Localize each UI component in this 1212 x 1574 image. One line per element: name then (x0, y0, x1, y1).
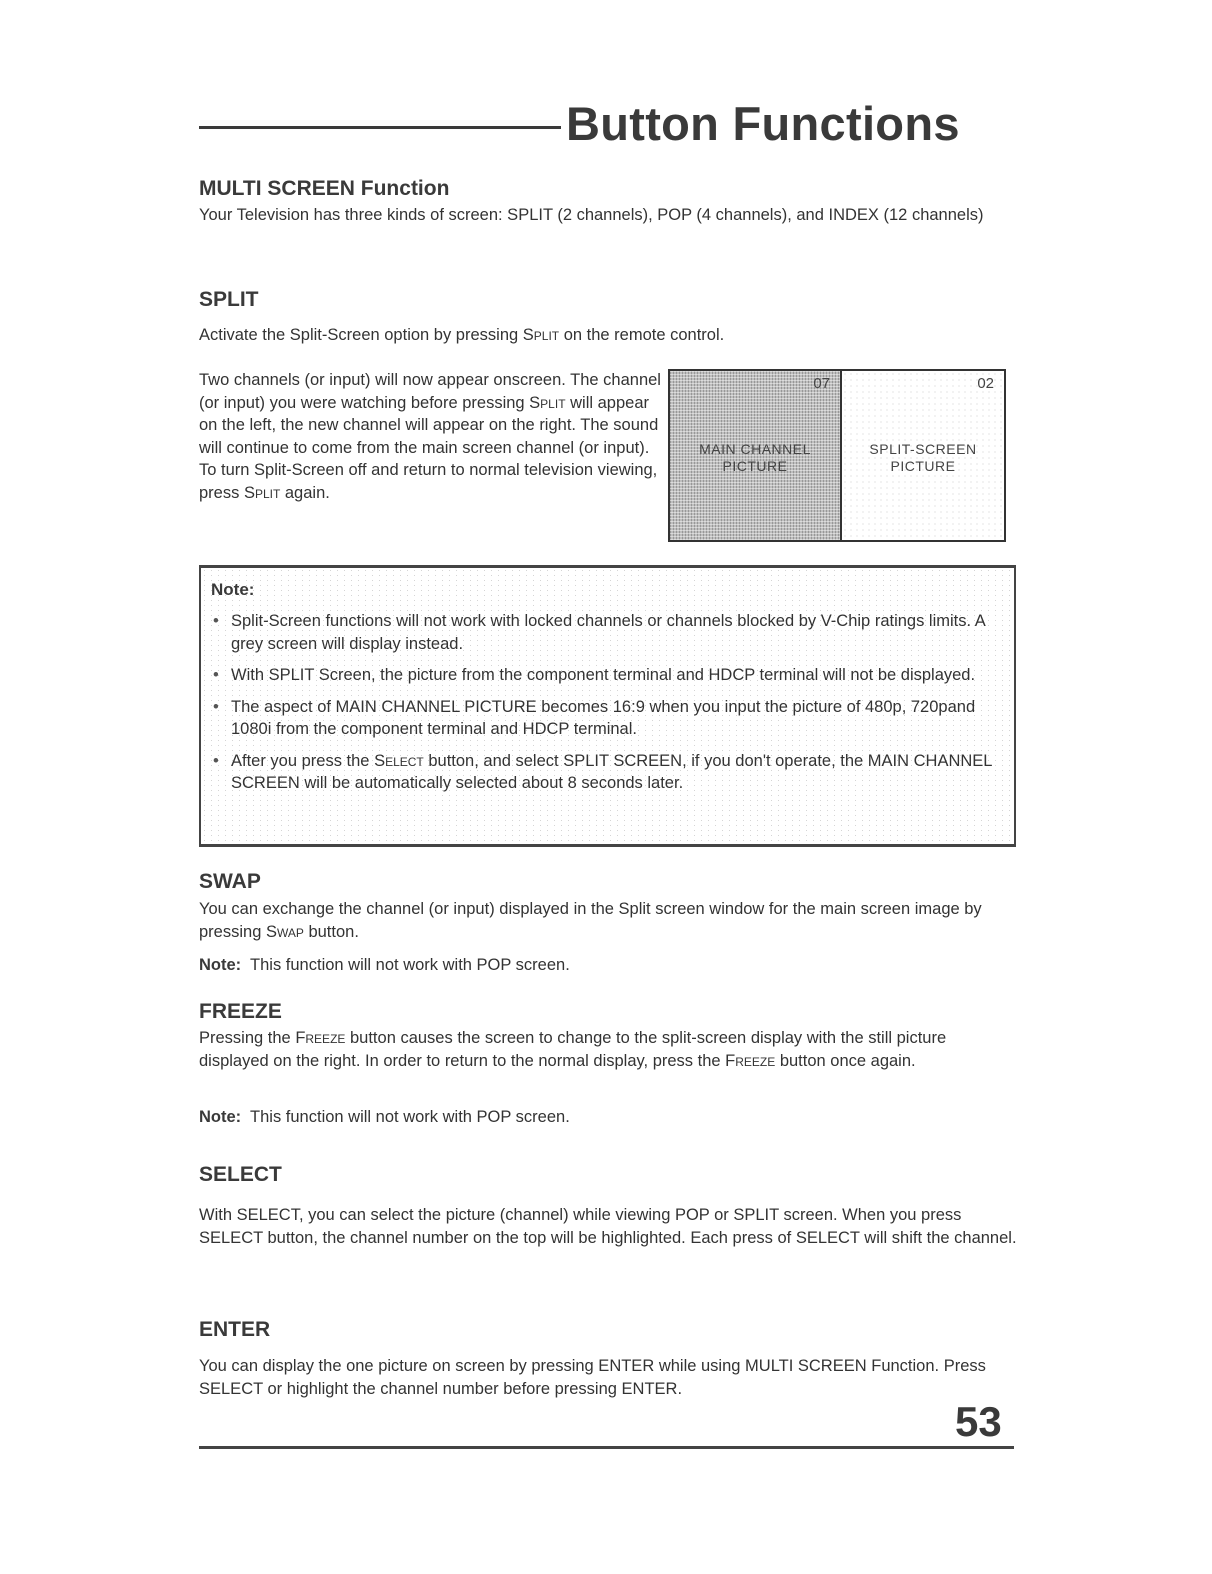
note-item: • The aspect of MAIN CHANNEL PICTURE becomes 16:9 when you input the picture of 480p, 720pand 1080i from the component terminal and HDCP terminal. (211, 696, 1001, 741)
footer-rule (199, 1446, 1014, 1449)
swap-key-label: Swap (265, 922, 304, 941)
multi-screen-heading: MULTI SCREEN Function (199, 177, 450, 200)
split-desc-text: Two channels (or input) will now appear onscreen. The channel (or input) you were watching before pressing (199, 371, 661, 412)
enter-body: You can display the one picture on screen by pressing ENTER while using MULTI SCREEN Function. Press SELECT or highlight the channel number before pressing ENTER. (199, 1357, 986, 1398)
select-key-label: Select (374, 751, 424, 770)
freeze-text: button causes the screen to change to the split-screen display with the still picture displayed on the right. In order to return to the normal display, press the (199, 1029, 947, 1070)
note-item-text: button, and select SPLIT SCREEN, if you don't operate, the MAIN CHANNEL SCREEN will be automatically selected about 8 seconds later. (231, 751, 992, 792)
sub-channel-number: 02 (977, 375, 994, 392)
freeze-text: button once again. (775, 1051, 916, 1070)
swap-text: You can exchange the channel (or input) displayed in the Split screen window for the main screen image by pressing (199, 900, 982, 941)
split-desc-text: will appear on the left, the new channel will appear on the right. The sound will continue to come from the main screen channel (or input). To turn Split-Screen off and return to normal television viewing, press (199, 393, 659, 502)
note-item: • With SPLIT Screen, the picture from the component terminal and HDCP terminal will not be displayed. (211, 664, 1001, 687)
swap-text: button. (303, 922, 359, 941)
note-item: • Split-Screen functions will not work with locked channels or channels blocked by V-Chip ratings limits. A grey screen will display instead. (211, 610, 1001, 655)
freeze-heading: FREEZE (199, 1000, 282, 1023)
freeze-key-label: Freeze (295, 1029, 346, 1047)
note-label: Note: (199, 1108, 242, 1126)
split-intro (199, 324, 899, 347)
note-list (211, 610, 1001, 804)
split-heading: SPLIT (199, 288, 259, 311)
split-key-label: Split (243, 483, 281, 502)
freeze-key-label: Freeze (725, 1051, 776, 1070)
split-intro-text: Activate the Split-Screen option by pressing (199, 326, 523, 344)
note-title: Note: (211, 580, 255, 599)
main-label-line: MAIN CHANNEL (699, 441, 811, 457)
note-item (211, 750, 1001, 795)
note-label: Note: (199, 956, 242, 974)
freeze-note (199, 1106, 570, 1129)
split-screen-picture (842, 371, 1004, 540)
split-key-label: Split (522, 326, 560, 344)
swap-body (199, 898, 1009, 943)
select-body: With SELECT, you can select the picture (channel) while viewing POP or SPLIT screen. When you press SELECT button, the channel number on the top will be highlighted. Each press of SELECT will shift the channel. (199, 1206, 1017, 1247)
split-key-label: Split (529, 393, 566, 412)
enter-heading: ENTER (199, 1318, 271, 1341)
main-channel-label (670, 441, 840, 475)
note-item-text: After you press the (231, 751, 375, 770)
title-rule (199, 126, 561, 129)
page-title: Button Functions (566, 97, 960, 150)
swap-heading: SWAP (199, 870, 261, 893)
split-screen-figure (668, 369, 1006, 542)
page-number: 53 (955, 1398, 1002, 1445)
sub-label-line: PICTURE (890, 458, 956, 474)
note-text: This function will not work with POP screen. (241, 956, 570, 974)
note-text: This function will not work with POP screen. (241, 1108, 570, 1126)
split-screen-label (842, 441, 1004, 475)
main-channel-picture (670, 371, 842, 540)
sub-label-line: SPLIT-SCREEN (869, 441, 977, 457)
freeze-body (199, 1027, 1009, 1072)
main-label-line: PICTURE (722, 458, 788, 474)
split-description (199, 369, 669, 504)
split-desc-text: again. (280, 483, 330, 502)
swap-note (199, 954, 570, 977)
freeze-text: Pressing the (199, 1029, 296, 1047)
select-heading: SELECT (199, 1163, 282, 1186)
main-channel-number: 07 (813, 375, 830, 392)
note-box (199, 565, 1016, 847)
multi-screen-body: Your Television has three kinds of screen: SPLIT (2 channels), POP (4 channels), and INDEX (12 channels) (199, 206, 984, 224)
split-intro-text: on the remote control. (559, 326, 725, 344)
